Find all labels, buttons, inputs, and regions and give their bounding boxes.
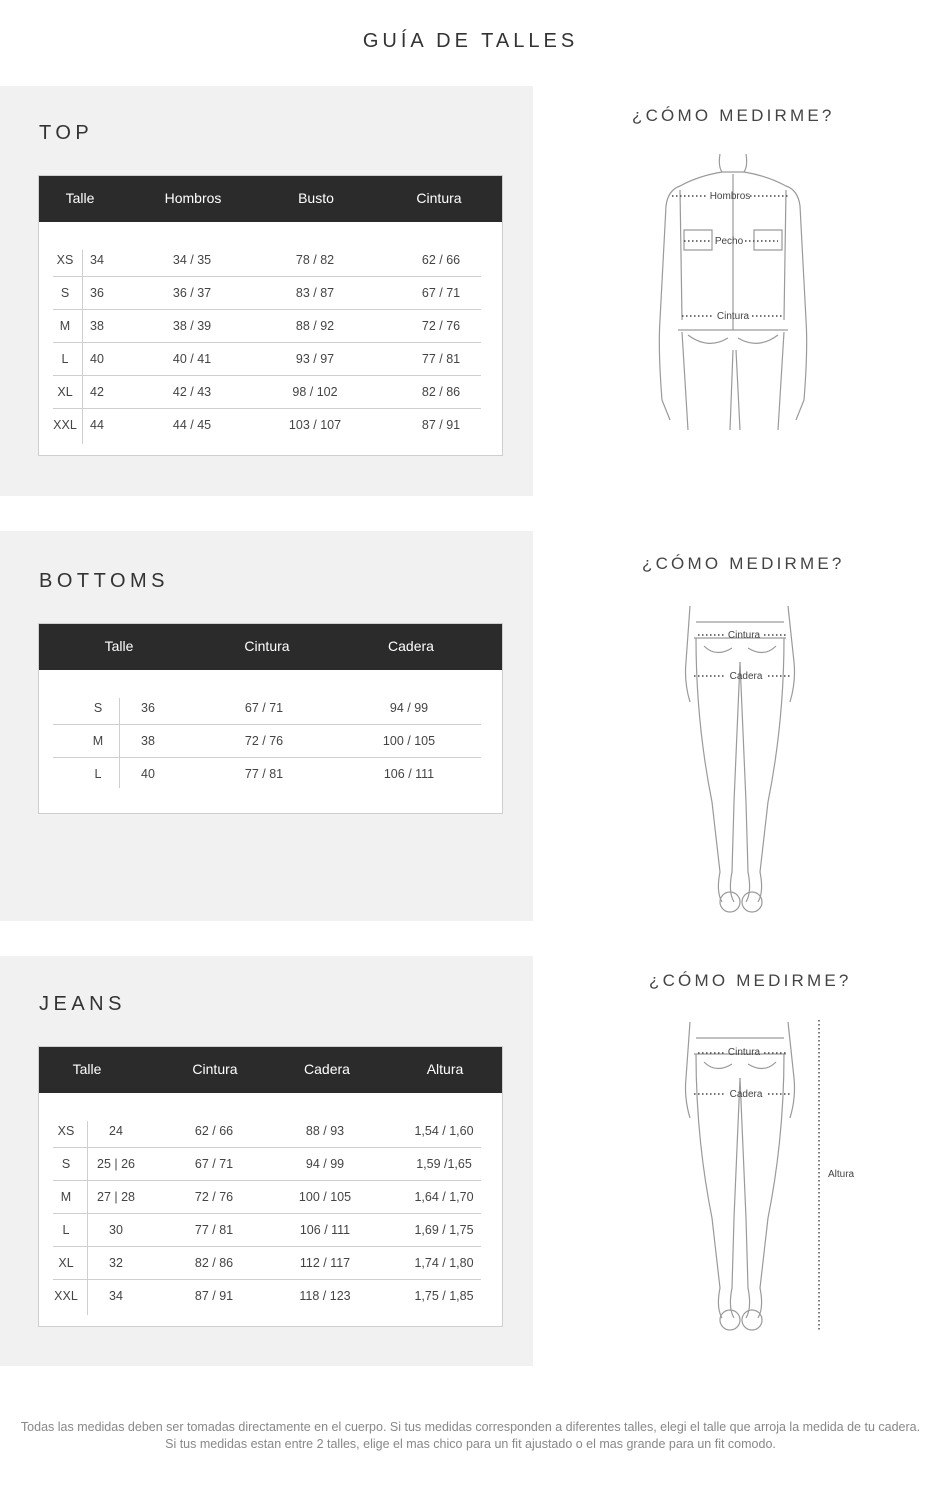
size-label: L xyxy=(61,352,69,366)
table-row xyxy=(53,1214,481,1247)
hip-value: 100 / 105 xyxy=(298,1190,352,1204)
bottoms-section xyxy=(0,531,533,921)
header-waist: Cintura xyxy=(244,638,290,654)
shoulders-value: 42 / 43 xyxy=(172,385,212,399)
height-value: 1,54 / 1,60 xyxy=(414,1124,474,1138)
shoulders-value: 40 / 41 xyxy=(172,352,212,366)
jeans-section xyxy=(0,956,533,1366)
waist-label: Cintura xyxy=(727,630,761,641)
size-label: XXL xyxy=(53,418,77,432)
height-value: 1,59 /1,65 xyxy=(416,1157,472,1171)
footer-line-2: Si tus medidas estan entre 2 talles, elige el mas chico para un fit ajustado o el mas grande para un fit comodo. xyxy=(165,1437,776,1451)
jeans-how-to-measure-title: ¿CÓMO MEDIRME? xyxy=(649,971,852,990)
table-row xyxy=(53,692,481,725)
size-label: XL xyxy=(57,385,73,399)
header-waist: Cintura xyxy=(192,1061,238,1077)
hip-value: 112 / 117 xyxy=(299,1256,351,1270)
hip-value: 100 / 105 xyxy=(382,734,436,748)
size-label: XXL xyxy=(54,1289,78,1303)
size-label: L xyxy=(94,767,102,781)
table-row xyxy=(53,343,481,376)
table-header xyxy=(39,176,502,222)
waist-value: 72 / 76 xyxy=(421,319,461,333)
bust-value: 88 / 92 xyxy=(295,319,335,333)
header-bust: Busto xyxy=(298,190,334,206)
table-row xyxy=(53,758,481,791)
bust-value: 103 / 107 xyxy=(288,418,342,432)
size-number: 27 | 28 xyxy=(96,1190,136,1204)
hip-value: 106 / 111 xyxy=(383,767,435,781)
bust-value: 83 / 87 xyxy=(295,286,335,300)
size-number: 25 | 26 xyxy=(96,1157,136,1171)
hip-value: 118 / 123 xyxy=(299,1289,351,1303)
size-label: XS xyxy=(56,253,74,267)
waist-value: 62 / 66 xyxy=(421,253,461,267)
waist-value: 67 / 71 xyxy=(421,286,461,300)
header-hip: Cadera xyxy=(304,1061,350,1077)
jeans-size-table xyxy=(38,1046,503,1327)
size-label: XL xyxy=(58,1256,74,1270)
hip-label: Cadera xyxy=(729,671,763,682)
size-label: M xyxy=(59,319,71,333)
footer-note xyxy=(0,1419,941,1453)
shoulders-value: 38 / 39 xyxy=(172,319,212,333)
waist-value: 72 / 76 xyxy=(194,1190,234,1204)
height-label: Altura xyxy=(828,1169,855,1180)
size-label: S xyxy=(60,286,70,300)
bottoms-section-title: BOTTOMS xyxy=(39,570,170,592)
size-number: 38 xyxy=(141,734,155,748)
size-number: 24 xyxy=(109,1124,123,1138)
waist-value: 87 / 91 xyxy=(194,1289,234,1303)
footer-line-1: Todas las medidas deben ser tomadas directamente en el cuerpo. Si tus medidas corresponden a diferentes talles, elegi el talle que arroja la medida de tu cadera. xyxy=(20,1420,921,1434)
table-row xyxy=(53,1247,481,1280)
top-section xyxy=(0,86,533,496)
header-size: Talle xyxy=(65,190,95,206)
size-number: 40 xyxy=(90,352,104,366)
shoulders-value: 34 / 35 xyxy=(172,253,212,267)
hip-value: 106 / 111 xyxy=(299,1223,351,1237)
jeans-body-illustration xyxy=(676,1018,876,1338)
bust-value: 98 / 102 xyxy=(292,385,338,399)
table-header xyxy=(39,624,502,670)
size-number: 40 xyxy=(141,767,155,781)
table-row xyxy=(53,725,481,758)
waist-value: 77 / 81 xyxy=(421,352,461,366)
top-body-illustration xyxy=(648,150,818,435)
size-number: 44 xyxy=(90,418,104,432)
size-number: 38 xyxy=(90,319,104,333)
waist-value: 77 / 81 xyxy=(244,767,284,781)
height-value: 1,64 / 1,70 xyxy=(414,1190,474,1204)
size-number: 36 xyxy=(90,286,104,300)
size-number: 34 xyxy=(90,253,104,267)
hip-value: 88 / 93 xyxy=(305,1124,345,1138)
shoulders-value: 44 / 45 xyxy=(172,418,212,432)
table-row xyxy=(53,1115,481,1148)
table-row xyxy=(53,244,481,277)
waist-value: 67 / 71 xyxy=(194,1157,234,1171)
table-row xyxy=(53,409,481,442)
table-row xyxy=(53,376,481,409)
waist-label: Cintura xyxy=(727,1047,761,1058)
table-row xyxy=(53,310,481,343)
header-shoulders: Hombros xyxy=(164,190,222,206)
bottoms-size-table xyxy=(38,623,503,814)
jeans-section-title: JEANS xyxy=(39,993,126,1015)
bottoms-how-to-measure-title: ¿CÓMO MEDIRME? xyxy=(642,554,845,573)
waist-value: 72 / 76 xyxy=(244,734,284,748)
size-number: 42 xyxy=(90,385,104,399)
waist-value: 62 / 66 xyxy=(194,1124,234,1138)
shoulders-label: Hombros xyxy=(709,191,751,202)
hip-label: Cadera xyxy=(729,1089,763,1100)
size-label: M xyxy=(92,734,104,748)
table-row xyxy=(53,1280,481,1313)
header-waist: Cintura xyxy=(416,190,462,206)
table-header xyxy=(39,1047,502,1093)
size-number: 32 xyxy=(109,1256,123,1270)
waist-value: 77 / 81 xyxy=(194,1223,234,1237)
size-number: 36 xyxy=(141,701,155,715)
waist-value: 82 / 86 xyxy=(194,1256,234,1270)
table-row xyxy=(53,1148,481,1181)
size-number: 34 xyxy=(109,1289,123,1303)
table-row xyxy=(53,277,481,310)
hip-value: 94 / 99 xyxy=(305,1157,345,1171)
top-how-to-measure-title: ¿CÓMO MEDIRME? xyxy=(632,106,835,125)
waist-label: Cintura xyxy=(716,311,750,322)
chest-label: Pecho xyxy=(714,236,744,247)
waist-value: 67 / 71 xyxy=(244,701,284,715)
height-value: 1,69 / 1,75 xyxy=(414,1223,474,1237)
header-height: Altura xyxy=(426,1061,464,1077)
size-number: 30 xyxy=(109,1223,123,1237)
hip-value: 94 / 99 xyxy=(389,701,429,715)
bust-value: 93 / 97 xyxy=(295,352,335,366)
size-label: S xyxy=(93,701,103,715)
bust-value: 78 / 82 xyxy=(295,253,335,267)
header-size: Talle xyxy=(72,1061,102,1077)
table-row xyxy=(53,1181,481,1214)
size-label: S xyxy=(61,1157,71,1171)
bottoms-body-illustration xyxy=(676,602,806,920)
waist-value: 82 / 86 xyxy=(421,385,461,399)
height-value: 1,75 / 1,85 xyxy=(414,1289,474,1303)
header-hip: Cadera xyxy=(388,638,434,654)
shoulders-value: 36 / 37 xyxy=(172,286,212,300)
size-label: XS xyxy=(57,1124,75,1138)
top-section-title: TOP xyxy=(39,122,94,144)
height-value: 1,74 / 1,80 xyxy=(414,1256,474,1270)
size-label: M xyxy=(60,1190,72,1204)
top-size-table xyxy=(38,175,503,456)
page-title: GUÍA DE TALLES xyxy=(362,30,579,52)
waist-value: 87 / 91 xyxy=(421,418,461,432)
header-size: Talle xyxy=(104,638,134,654)
size-label: L xyxy=(62,1223,70,1237)
